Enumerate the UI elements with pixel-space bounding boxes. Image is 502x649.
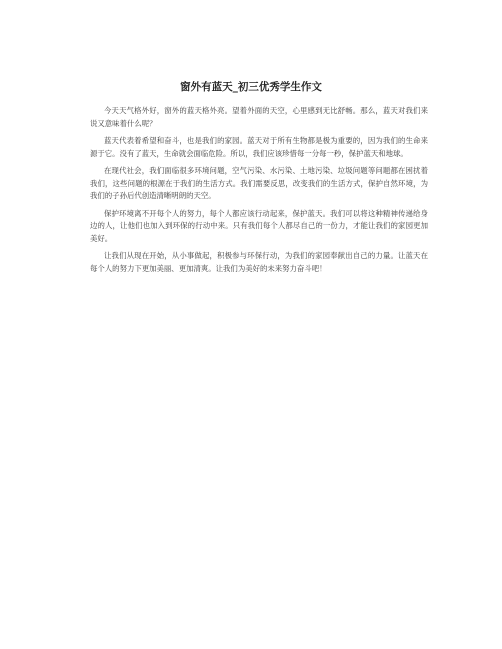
paragraph-1: 今天天气格外好，窗外的蓝天格外亮。望着外面的天空，心里感到无比舒畅。那么，蓝天对我们来说又意味着什么呢？ [90, 106, 428, 128]
paragraph-2: 蓝天代表着希望和奋斗，也是我们的家园。蓝天对于所有生物都是极为重要的，因为我们的生命来源于它。没有了蓝天，生命就会面临危险。所以，我们应该珍惜每一分每一秒，保护蓝天和地球。 [90, 136, 428, 158]
paragraph-3: 在现代社会，我们面临很多环境问题，空气污染、水污染、土地污染、垃圾问题等问题都在困扰着我们，这些问题的根源在于我们的生活方式。我们需要反思，改变我们的生活方式，保护自然环境，为我们的子孙后代创造清晰明朗的天空。 [90, 166, 428, 200]
paragraph-4: 保护环境离不开每个人的努力，每个人都应该行动起来，保护蓝天。我们可以将这种精神传递给身边的人，让他们也加入到环保的行动中来。只有我们每个人都尽自己的一份力，才能让我们的家园更加美好。 [90, 208, 428, 243]
document-body [90, 105, 428, 280]
paragraph-5: 让我们从现在开始，从小事做起，积极参与环保行动，为我们的家园奉献出自己的力量。让蓝天在每个人的努力下更加美丽、更加清爽。让我们为美好的未来努力奋斗吧！ [90, 251, 428, 273]
document-title: 窗外有蓝天_初三优秀学生作文 [180, 81, 322, 93]
